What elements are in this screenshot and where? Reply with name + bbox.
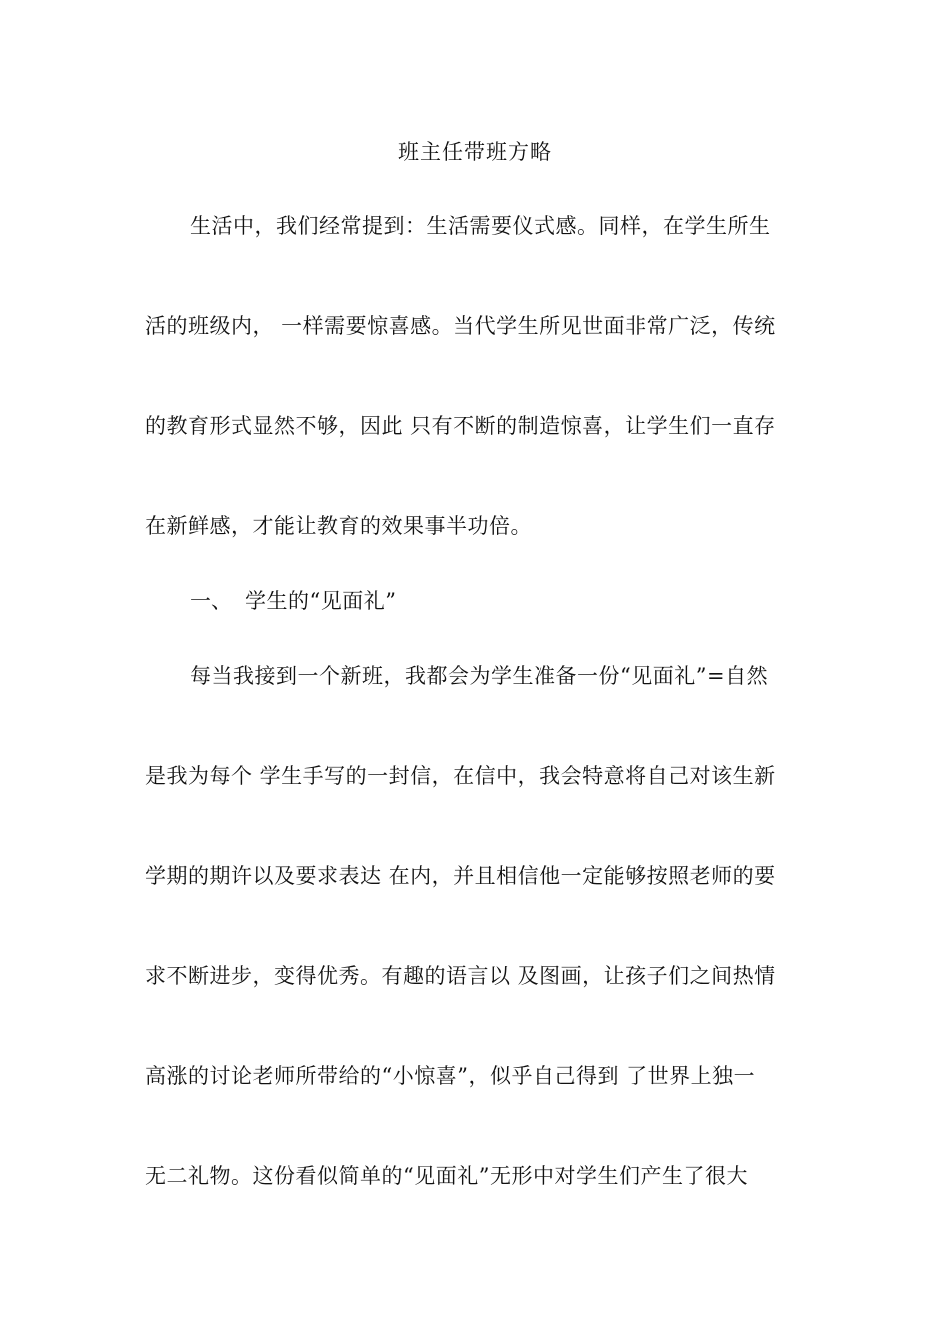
paragraph2-line5: 高涨的讨论老师所带给的“小惊喜”，似乎自己得到 了世界上独一 [145, 1064, 756, 1088]
paragraph1-line4: 在新鲜感，才能让教育的效果事半功倍。 [145, 514, 532, 538]
section1-heading: 学生的“见面礼” [245, 589, 397, 613]
paragraph2-line2: 是我为每个 学生手写的一封信，在信中，我会特意将自己对该生新 [145, 764, 776, 788]
paragraph2-line4: 求不断进步，变得优秀。有趣的语言以 及图画，让孩子们之间热情 [145, 964, 776, 988]
paragraph1-line1: 生活中，我们经常提到：生活需要仪式感。同样，在学生所生 [190, 214, 771, 238]
paragraph1-line2: 活的班级内， 一样需要惊喜感。当代学生所见世面非常广泛，传统 [145, 314, 776, 338]
document-title: 班主任带班方略 [398, 140, 552, 164]
paragraph2-line3: 学期的期许以及要求表达 在内，并且相信他一定能够按照老师的要 [145, 864, 776, 888]
section1-number: 一、 [190, 589, 232, 613]
paragraph2-line1: 每当我接到一个新班，我都会为学生准备一份“见面礼”=自然 [190, 664, 769, 688]
paragraph2-line6: 无二礼物。这份看似简单的“见面礼”无形中对学生们产生了很大 [145, 1164, 748, 1188]
paragraph1-line3: 的教育形式显然不够，因此 只有不断的制造惊喜，让学生们一直存 [145, 414, 776, 438]
